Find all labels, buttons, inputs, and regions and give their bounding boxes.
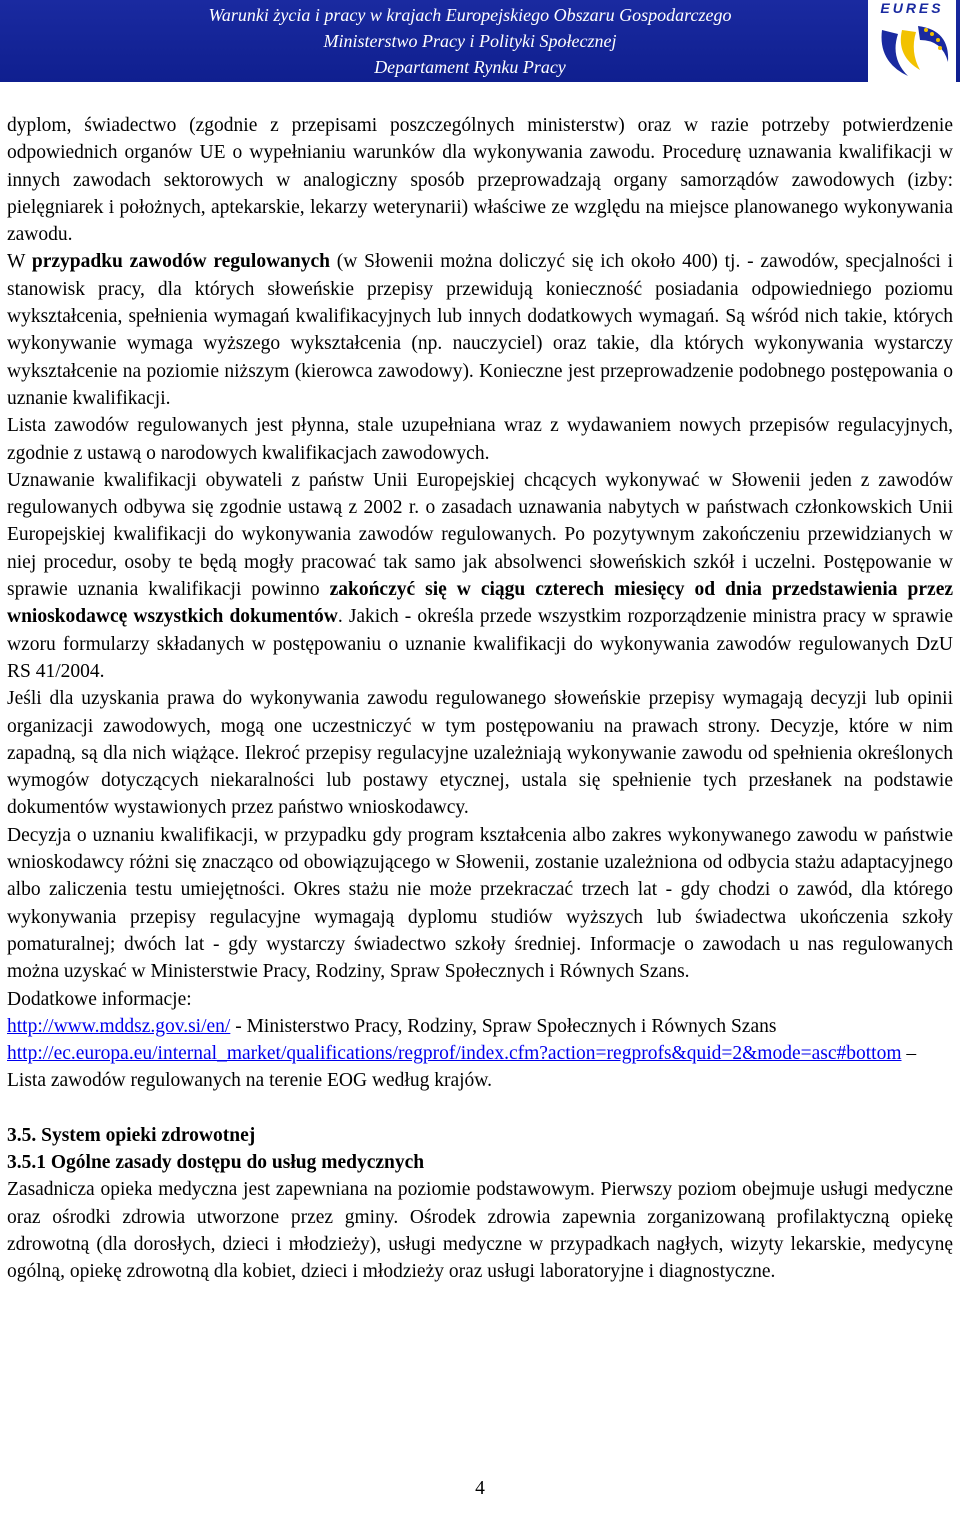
paragraph-recognition-sectoral: dyplom, świadectwo (zgodnie z przepisami poszczególnych ministerstw) oraz w razie potrzeby potwierdzenie odpowiednich organów UE o wypełnianiu warunków dla wykonywania zawodu. Procedurę uznawania kwalifikacji w innych zawodach sektorowych w analogiczny sposób przeprowadzają organy samorządów zawodowych (izby: pielęgniarek i położnych, aptekarskie, lekarzy weterynarii) właściwe ze względu na miejsce planowanego wykonywania zawodu. bbox=[7, 115, 953, 246]
header-text bbox=[150, 2, 790, 80]
header-line-2: Ministerstwo Pracy i Polityki Społecznej bbox=[323, 31, 617, 51]
subsection-heading-access: 3.5.1 Ogólne zasady dostępu do usług medycznych bbox=[7, 1151, 425, 1173]
p2-bold: przypadku zawodów regulowanych bbox=[31, 251, 331, 273]
regprof-link[interactable]: http://ec.europa.eu/internal_market/qualifications/regprof/index.cfm?action=regprofs&quid=2&mode=asc#bottom bbox=[7, 1043, 902, 1065]
section-heading-healthcare: 3.5. System opieki zdrowotnej bbox=[7, 1124, 256, 1146]
paragraph-list-fluid: Lista zawodów regulowanych jest płynna, stale uzupełniana wraz z wydawaniem nowych przepisów regulacyjnych, zgodnie z ustawą o narodowych kwalifikacjach zawodowych. bbox=[7, 415, 953, 464]
p2-text-a: W bbox=[7, 251, 32, 273]
p4-text-a: Uznawanie kwalifikacji obywateli z państw Unii Europejskiej chcących wykonywać w Słowenii jeden z zawodów regulowanych odbywa się zgodnie ustawą z 2002 r. o zasadach uznawania nabytych w państwach członkowskich Unii Europejskiej kwalifikacji do wykonywania zawodów regulowanych. Po pozytywnym zakończeniu przewidzianych w niej procedur, osoby te będą mogły pracować tak samo jak absolwenci słoweńskich szkół i uczelni. Postępowanie w sprawie uznania kwalifikacji powinno bbox=[7, 469, 953, 601]
spacer bbox=[7, 1095, 953, 1122]
mddsz-link[interactable]: http://www.mddsz.gov.si/en/ bbox=[7, 1015, 231, 1037]
eures-logo bbox=[868, 0, 956, 82]
link-line-1 bbox=[7, 1013, 953, 1040]
header-line-3: Departament Rynku Pracy bbox=[374, 57, 566, 77]
page-number: 4 bbox=[475, 1478, 485, 1499]
link-line-2 bbox=[7, 1040, 953, 1095]
paragraph-professional-organizations: Jeśli dla uzyskania prawa do wykonywania zawodu regulowanego słoweńskie przepisy wymagają decyzji lub opinii organizacji zawodowych, mogą one uczestniczyć w tym postępowaniu na prawach strony. Decyzje, które w nim zapadną, są dla nich wiążące. Ilekroć przepisy regulacyjne uzależniają wykonywanie zawodu od spełnienia określonych wymogów dotyczących niekaralności lub postawy etycznej, ustala się spełnienie tych przesłanek na podstawie dokumentów wystawionych przez państwo wnioskodawcy. bbox=[7, 688, 953, 819]
p4-bold: zakończyć się w ciągu czterech miesięcy od dnia przedstawienia przez wnioskodawcę wszystkich dokumentów bbox=[7, 579, 953, 628]
eures-emblem-icon bbox=[868, 0, 956, 82]
link2-description: – Lista zawodów regulowanych na terenie EOG według krajów. bbox=[7, 1043, 917, 1092]
eures-logo-text: EURES bbox=[880, 0, 944, 16]
paragraph-primary-care: Zasadnicza opieka medyczna jest zapewniana na poziomie podstawowym. Pierwszy poziom obejmuje usługi medyczne oraz ośrodki zdrowia utworzone przez gminy. Ośrodek zdrowia zapewnia zorganizowaną profilaktyczną opiekę zdrowotną (dla dorosłych, dzieci i młodzieży), usługi medyczne w przypadkach nagłych, wizyty lekarskie, medycynę ogólną, opiekę zdrowotną dla kobiet, dzieci i młodzieży oraz usługi laboratoryjne i diagnostyczne. bbox=[7, 1179, 953, 1283]
document-body bbox=[7, 112, 953, 1285]
paragraph-adaptation-period: Decyzja o uznaniu kwalifikacji, w przypadku gdy program kształcenia albo zakres wykonywanego zawodu w państwie wnioskodawcy różni się znacząco od obowiązującego w Słowenii, zostanie uzależniona od odbycia stażu adaptacyjnego albo zaliczenia testu umiejętności. Okres stażu nie może przekraczać trzech lat - gdy chodzi o zawód, dla którego wykonywania przepisy regulacyjne wymagają dyplomu studiów wyższych lub świadectwa ukończenia szkoły pomaturalnej; dwóch lat - gdy wystarczy świadectwo szkoły średniej. Informacje o zawodach u nas regulowanych można uzyskać w Ministerstwie Pracy, Rodziny, Spraw Społecznych i Równych Szans. bbox=[7, 824, 953, 983]
p2-text-b: (w Słowenii można doliczyć się ich około 400) tj. - zawodów, specjalności i stanowisk pracy, dla których słoweńskie przepisy przewidują konieczność posiadania odpowiedniego poziomu wykształcenia, spełnienia wymagań kwalifikacyjnych lub innych dodatkowych wymagań. Są wśród nich takie, których wykonywanie wymaga wyższego wykształcenia (np. nauczyciel) oraz takie, dla których wykonywania wystarczy wykształcenie na poziomie niższym (kierowca zawodowy). Konieczne jest przeprowadzenie podobnego postępowania o uznanie kwalifikacji. bbox=[7, 251, 953, 409]
paragraph-eu-recognition bbox=[7, 467, 953, 685]
link1-description: - Ministerstwo Pracy, Rodziny, Spraw Społecznych i Równych Szans bbox=[230, 1015, 777, 1037]
p4-text-b: . Jakich - określa przede wszystkim rozporządzenie ministra pracy w sprawie wzoru formularzy składanych w postępowaniu o uznanie kwalifikacji do wykonywania zawodów regulowanych DzU RS 41/2004. bbox=[7, 606, 953, 682]
paragraph-regulated-professions bbox=[7, 248, 953, 412]
header-line-1: Warunki życia i pracy w krajach Europejskiego Obszaru Gospodarczego bbox=[208, 5, 732, 25]
more-info-label: Dodatkowe informacje: bbox=[7, 988, 192, 1010]
page-header bbox=[0, 0, 960, 82]
